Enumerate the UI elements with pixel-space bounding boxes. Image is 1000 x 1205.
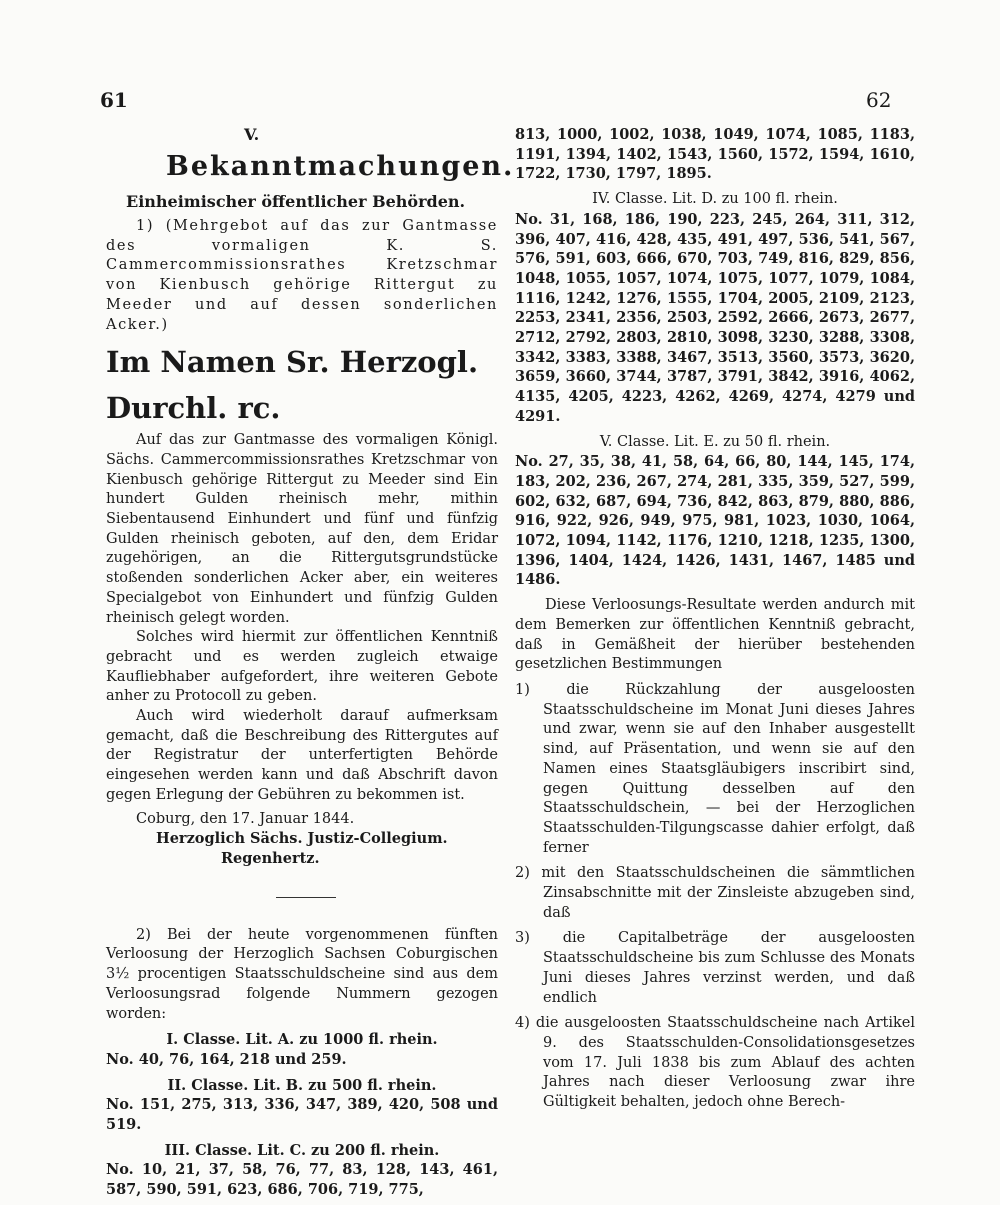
item-1-heading: 1) (Mehrgebot auf das zur Gantmasse des vormaligen K. S. Cammercommissionsrathes Kretzschmar von Kienbusch gehörige Rittergut zu Meeder und auf dessen sonderlichen Acker.) — [106, 218, 498, 333]
class-4-heading: IV. Classe. Lit. D. zu 100 fl. rhein. — [592, 191, 838, 208]
notice-paragraph-2: Solches wird hiermit zur öffentlichen Kenntniß gebracht und es werden zugleich etwaige Kaufliebhaber aufgefordert, ihre weiteren Gebote anher zu Protocoll zu geben. — [106, 629, 498, 705]
class-3-heading: III. Classe. Lit. C. zu 200 fl. rhein. — [164, 1141, 440, 1159]
results-paragraph: Diese Verloosungs-Resultate werden andurch mit dem Bemerken zur öffentlichen Kenntniß gebracht, daß in Gemäßheit der hierüber bestehenden gesetzlichen Bestimmungen — [515, 597, 915, 673]
signature-institution: Herzoglich Sächs. Justiz-Collegium. — [156, 830, 448, 848]
page-number-left: 61 — [100, 88, 128, 112]
class-3-numbers-continued: 813, 1000, 1002, 1038, 1049, 1074, 1085, 1183, 1191, 1394, 1402, 1543, 1560, 1572, 1594, 1610, 1722, 1730, 1797, 1895. — [515, 126, 915, 183]
section-number: V. — [244, 125, 260, 144]
page-number-right: 62 — [866, 88, 892, 112]
class-3-numbers: No. 10, 21, 37, 58, 76, 77, 83, 128, 143, 461, 587, 590, 591, 623, 686, 706, 719, 775, — [106, 1161, 498, 1199]
section-divider — [276, 897, 336, 898]
condition-item-4: 4) die ausgeloosten Staatsschuldscheine nach Artikel 9. des Staatsschulden-Consolidationsgesetzes vom 17. Juli 1838 bis zum Ablauf des achten Jahres nach dieser Verloosung zwar ihre Gültigkeit behalten, jedoch ohne Berech- — [515, 1015, 915, 1111]
notice-paragraph-1: Auf das zur Gantmasse des vormaligen Königl. Sächs. Cammercommissionsrathes Kretzschmar von Kienbusch gehörige Rittergut zu Meeder sind Ein hundert Gulden rheinisch mehr, mithin Siebentausend Einhundert und fünf und fünfzig Gulden rheinisch geboten, auf den, dem Eridar zugehörigen, an die Rittergutsgrundstücke stoßenden sonderlichen Acker aber, ein weiteres Specialgebot von Einhundert und fünfzig Gulden rheinisch gelegt worden. — [106, 432, 498, 626]
class-4-numbers: No. 31, 168, 186, 190, 223, 245, 264, 311, 312, 396, 407, 416, 428, 435, 491, 497, 536, 541, 567, 576, 591, 603, 666, 670, 703, 749, 816, 829, 856, 1048, 1055, 1057, 1074, 1075, 1077, 1079, 1084, 1116, 1242, 1276, 1555, 1704, 2005, 2109, 2123, 2253, 2341, 2356, 2503, 2592, 2666, 2673, 2677, 2712, 2792, 2803, 2810, 3098, 3230, 3288, 3308, 3342, 3383, 3388, 3467, 3513, 3560, 3573, 3620, 3659, 3660, 3744, 3787, 3791, 3842, 3916, 4062, 4135, 4205, 4223, 4262, 4269, 4274, 4279 und 4291. — [515, 210, 915, 425]
notice-paragraph-3: Auch wird wiederholt darauf aufmerksam gemacht, daß die Beschreibung des Rittergutes auf der Registratur der unterfertigten Behörde eingesehen werden kann und daß Abschrift davon gegen Erlegung der Gebühren zu bekommen ist. — [106, 708, 498, 803]
section-title: Bekanntmachungen. — [166, 151, 515, 182]
class-1-heading: I. Classe. Lit. A. zu 1000 fl. rhein. — [166, 1031, 438, 1049]
subsection-title: Einheimischer öffentlicher Behörden. — [126, 192, 466, 211]
condition-item-1: 1) die Rückzahlung der ausgeloosten Staatsschuldscheine im Monat Juni dieses Jahres und zwar, wenn sie auf den Inhaber ausgestellt sind, auf Präsentation, und wenn sie auf den Namen eines Staatsgläubigers inscribirt sind, gegen Quittung desselben auf den Staatsschuldschein, — bei der Herzoglichen Staatsschulden-Tilgungscasse dahier erfolgt, daß ferner — [515, 681, 915, 856]
condition-item-3: 3) die Capitalbeträge der ausgeloosten Staatsschuldscheine bis zum Schlusse des Monats Juni dieses Jahres verzinst werden, und daß endlich — [515, 930, 915, 1006]
item-2-intro: 2) Bei der heute vorgenommenen fünften Verloosung der Herzoglich Sachsen Coburgischen 3½ procentigen Staatsschuldscheine sind aus dem Verloosungsrad folgende Nummern gezogen worden: — [106, 926, 498, 1022]
class-5-heading: V. Classe. Lit. E. zu 50 fl. rhein. — [599, 433, 831, 450]
class-5-numbers: No. 27, 35, 38, 41, 58, 64, 66, 80, 144, 145, 174, 183, 202, 236, 267, 274, 281, 335, 359, 527, 599, 602, 632, 687, 694, 736, 842, 863, 879, 880, 886, 916, 922, 926, 949, 975, 981, 1023, 1030, 1064, 1072, 1094, 1142, 1176, 1210, 1218, 1235, 1300, 1396, 1404, 1424, 1426, 1431, 1467, 1485 und 1486. — [515, 453, 915, 589]
class-1-numbers: No. 40, 76, 164, 218 und 259. — [106, 1050, 347, 1068]
date-line: Coburg, den 17. Januar 1844. — [136, 810, 355, 827]
class-2-heading: II. Classe. Lit. B. zu 500 fl. rhein. — [167, 1076, 437, 1094]
signature-name: Regenhertz. — [221, 849, 320, 867]
right-column — [515, 125, 915, 1113]
proclamation-headline: Im Namen Sr. Herzogl. Durchl. rc. — [106, 345, 479, 426]
condition-item-2: 2) mit den Staatsschuldscheinen die sämmtlichen Zinsabschnitte mit der Zinsleiste abzugeben sind, daß — [515, 865, 915, 921]
left-column — [106, 125, 515, 1200]
class-2-numbers: No. 151, 275, 313, 336, 347, 389, 420, 508 und 519. — [106, 1096, 498, 1134]
